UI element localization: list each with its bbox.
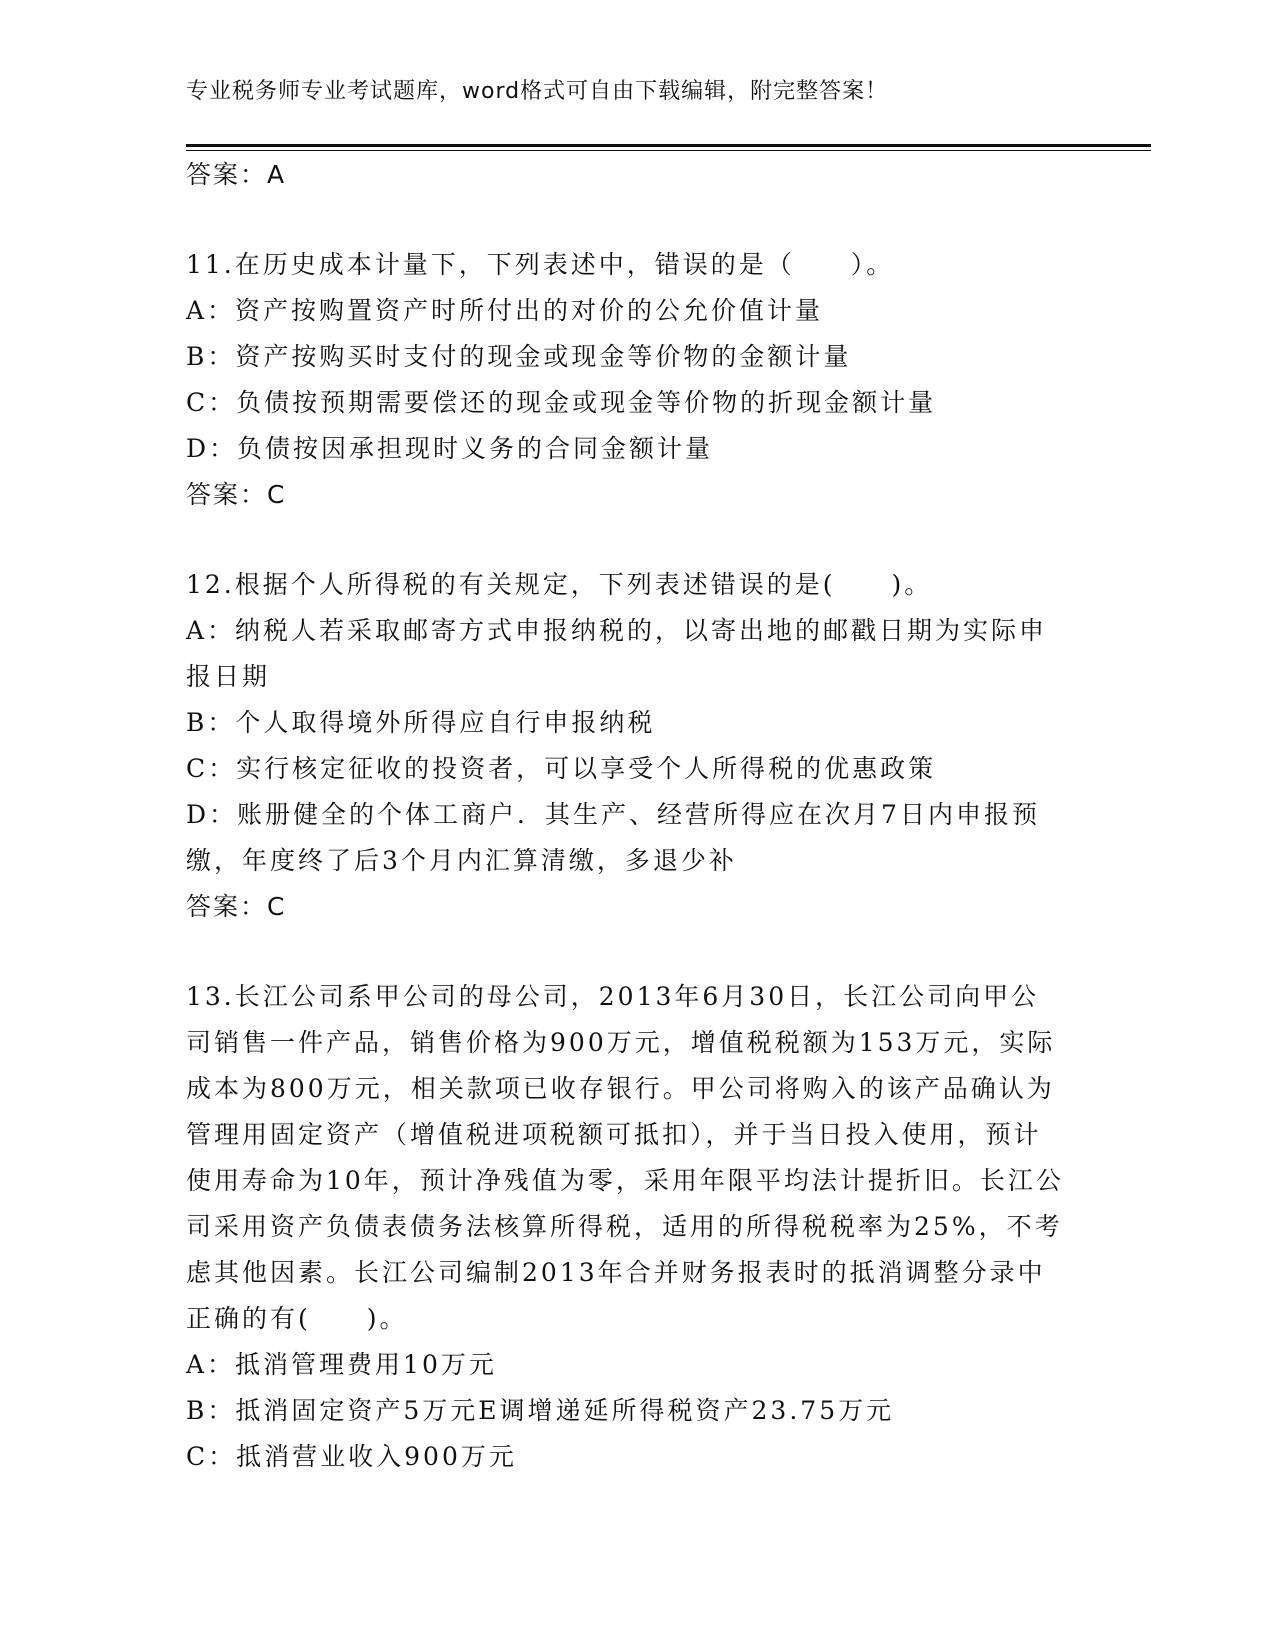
option-b: B：资产按购买时支付的现金或现金等价物的金额计量 [186,342,852,371]
answer-line: 答案：A [186,160,287,189]
option-a: A：纳税人若采取邮寄方式申报纳税的，以寄出地的邮戳日期为实际申报日期 [186,616,1048,691]
question-13 [186,974,1066,1480]
option-c: C：实行核定征收的投资者，可以享受个人所得税的优惠政策 [186,754,937,783]
header-divider-thin [186,150,1151,151]
answer-line: 答案：C [186,892,287,921]
option-b: B：个人取得境外所得应自行申报纳税 [186,708,656,737]
question-11 [186,242,1066,518]
option-c: C：抵消营业收入900万元 [186,1442,517,1471]
question-stem: 12.根据个人所得税的有关规定，下列表述错误的是( )。 [186,570,933,599]
option-d: D：负债按因承担现时义务的合同金额计量 [186,434,714,463]
page-header: 专业税务师专业考试题库，word格式可自由下载编辑，附完整答案！ [186,79,889,104]
header-divider [186,144,1151,147]
question-stem: 11.在历史成本计量下，下列表述中，错误的是（ ）。 [186,250,895,279]
question-stem: 13.长江公司系甲公司的母公司，2013年6月30日，长江公司向甲公司销售一件产品，销售价格为900万元，增值税税额为153万元，实际成本为800万元，相关款项已收存银行。甲公司将购入的该产品确认为管理用固定资产（增值税进项税额可抵扣），并于当日投入使用，预计使用寿命为10年，预计净残值为零，采用年限平均法计提折旧。长江公司采用资产负债表债务法核算所得税，适用的所得税税率为25%，不考虑其他因素。长江公司编制2013年合并财务报表时的抵消调整分录中正确的有( )。 [186,982,1064,1333]
option-a: A：资产按购置资产时所付出的对价的公允价值计量 [186,296,824,325]
question-12 [186,562,1066,930]
option-a: A：抵消管理费用10万元 [186,1350,497,1379]
answer-line: 答案：C [186,480,287,509]
option-d: D：账册健全的个体工商户．其生产、经营所得应在次月7日内申报预缴，年度终了后3个月内汇算清缴，多退少补 [186,800,1040,875]
option-b: B：抵消固定资产5万元E调增递延所得税资产23.75万元 [186,1396,895,1425]
document-body [186,152,1066,1480]
option-c: C：负债按预期需要偿还的现金或现金等价物的折现金额计量 [186,388,937,417]
